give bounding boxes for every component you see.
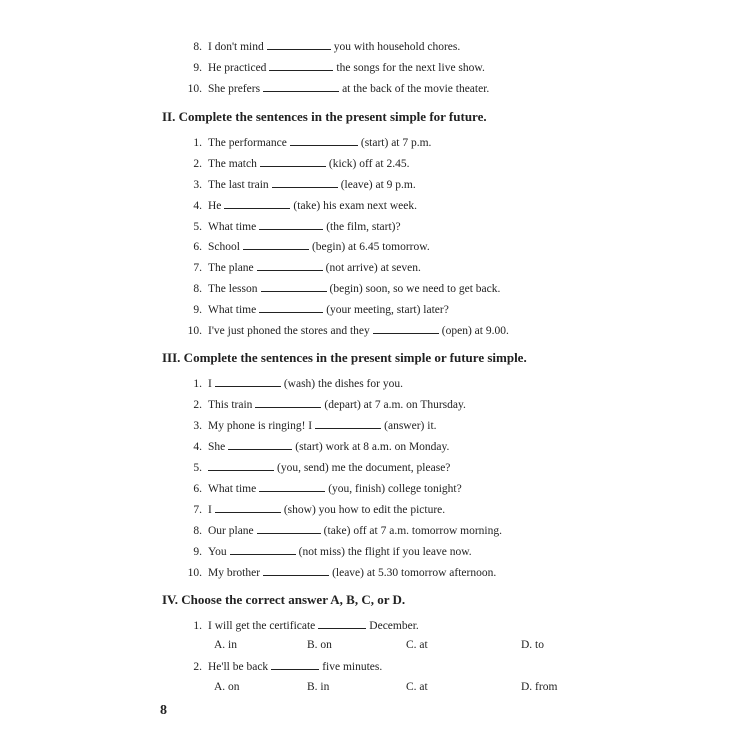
answer-blank xyxy=(267,39,331,50)
answer-blank xyxy=(373,323,439,334)
question-item: 2. He'll be back five minutes. xyxy=(193,661,383,673)
answer-option-a: A. in xyxy=(214,639,237,651)
answer-option-d: D. to xyxy=(521,639,544,651)
answer-option-c: C. at xyxy=(406,681,428,693)
exercise-item: 8. The lesson (begin) soon, so we need to get back. xyxy=(193,283,501,295)
question-item: 1. I will get the certificate December. xyxy=(193,620,419,632)
answer-blank xyxy=(259,481,325,492)
exercise-item: 4. He (take) his exam next week. xyxy=(193,200,417,212)
exercise-item: 3. My phone is ringing! I (answer) it. xyxy=(193,420,437,432)
answer-option-b: B. on xyxy=(307,639,332,651)
exercise-item: 10. I've just phoned the stores and they (open) at 9.00. xyxy=(187,325,509,337)
exercise-item: 6. What time (you, finish) college tonight? xyxy=(193,483,462,495)
exercise-item: 7. The plane (not arrive) at seven. xyxy=(193,262,421,274)
answer-blank xyxy=(269,60,333,71)
answer-blank xyxy=(208,460,274,471)
answer-option-d: D. from xyxy=(521,681,558,693)
exercise-item: 8. I don't mind you with household chores. xyxy=(193,41,461,53)
answer-blank xyxy=(257,523,321,534)
exercise-item: 10. She prefers at the back of the movie theater. xyxy=(187,83,490,95)
exercise-item: 1. The performance (start) at 7 p.m. xyxy=(193,137,432,149)
answer-blank xyxy=(215,376,281,387)
exercise-item: 2. This train (depart) at 7 a.m. on Thursday. xyxy=(193,399,466,411)
answer-blank xyxy=(271,659,319,670)
exercise-item: 7. I (show) you how to edit the picture. xyxy=(193,504,446,516)
answer-option-c: C. at xyxy=(406,639,428,651)
answer-blank xyxy=(228,439,292,450)
answer-blank xyxy=(215,502,281,513)
exercise-item: 5. (you, send) me the document, please? xyxy=(193,462,451,474)
answer-blank xyxy=(272,177,338,188)
exercise-item: 10. My brother (leave) at 5.30 tomorrow afternoon. xyxy=(187,567,497,579)
answer-blank xyxy=(224,198,290,209)
exercise-item: 3. The last train (leave) at 9 p.m. xyxy=(193,179,416,191)
section-heading: III. Complete the sentences in the present simple or future simple. xyxy=(162,350,527,365)
answer-blank xyxy=(290,135,358,146)
answer-blank xyxy=(260,156,326,167)
section-heading: II. Complete the sentences in the present simple for future. xyxy=(162,109,487,124)
exercise-item: 8. Our plane (take) off at 7 a.m. tomorrow morning. xyxy=(193,525,502,537)
answer-option-b: B. in xyxy=(307,681,330,693)
answer-blank xyxy=(257,260,323,271)
exercise-item: 4. She (start) work at 8 a.m. on Monday. xyxy=(193,441,450,453)
answer-blank xyxy=(259,219,323,230)
answer-blank xyxy=(318,618,366,629)
answer-blank xyxy=(243,239,309,250)
exercise-item: 9. What time (your meeting, start) later? xyxy=(193,304,449,316)
page-number: 8 xyxy=(160,703,167,718)
section-heading: IV. Choose the correct answer A, B, C, or D. xyxy=(162,592,406,607)
answer-option-a: A. on xyxy=(214,681,240,693)
answer-blank xyxy=(230,544,296,555)
exercise-item: 9. He practiced the songs for the next live show. xyxy=(193,62,485,74)
answer-blank xyxy=(255,397,321,408)
answer-blank xyxy=(261,281,327,292)
answer-blank xyxy=(259,302,323,313)
exercise-item: 6. School (begin) at 6.45 tomorrow. xyxy=(193,241,430,253)
answer-blank xyxy=(263,81,339,92)
answer-blank xyxy=(263,565,329,576)
exercise-item: 9. You (not miss) the flight if you leave now. xyxy=(193,546,472,558)
answer-blank xyxy=(315,418,381,429)
exercise-item: 1. I (wash) the dishes for you. xyxy=(193,378,403,390)
exercise-item: 2. The match (kick) off at 2.45. xyxy=(193,158,410,170)
exercise-item: 5. What time (the film, start)? xyxy=(193,221,401,233)
